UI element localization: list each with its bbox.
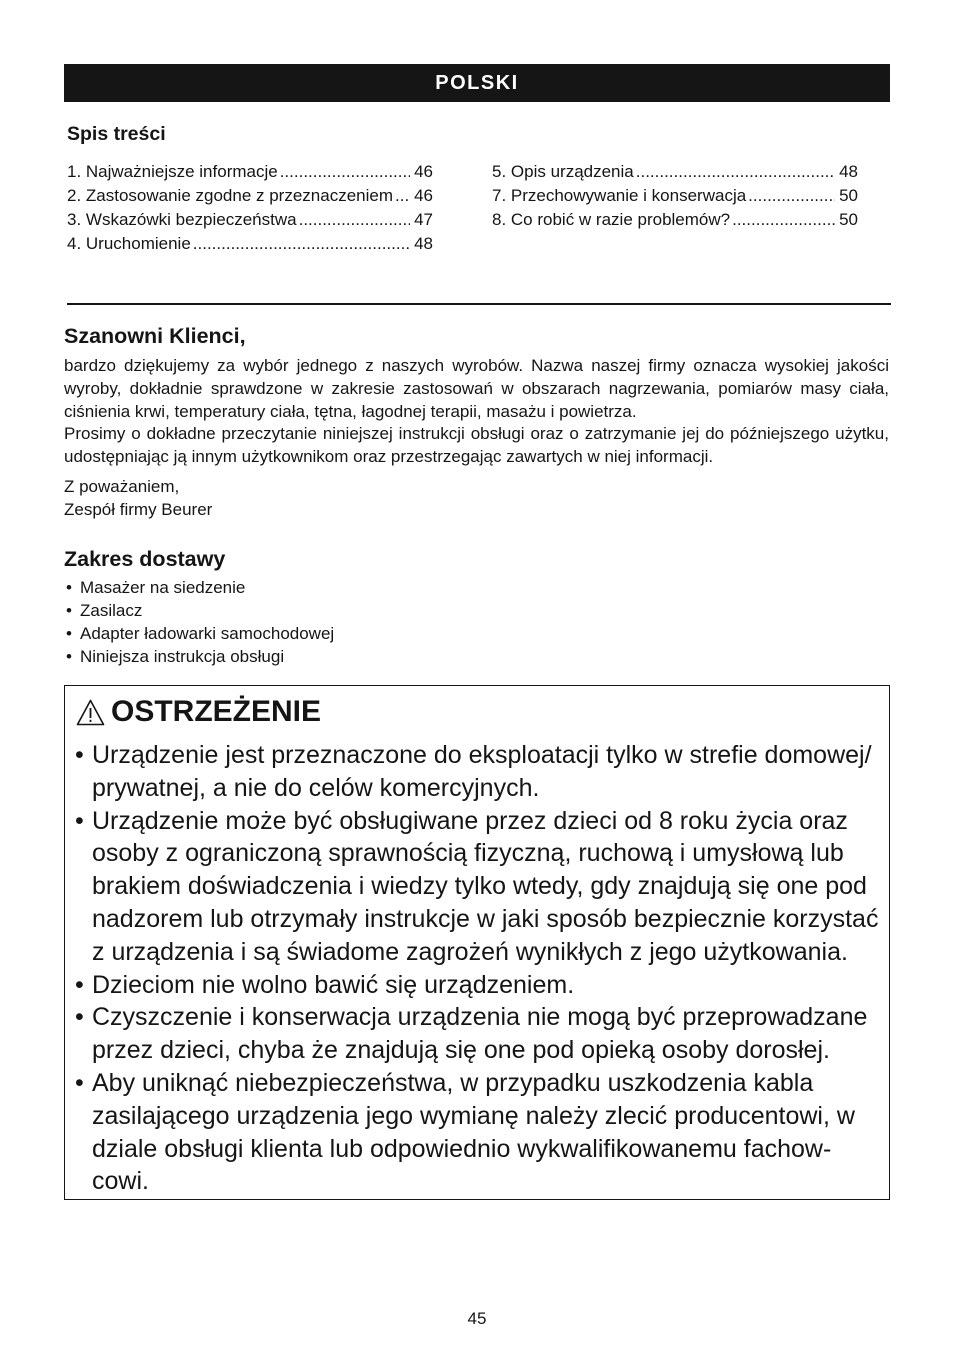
toc-item <box>67 184 433 208</box>
toc-right-column <box>492 160 858 232</box>
closing-line: Z poważaniem, <box>64 476 180 496</box>
paragraph-line: udostępniając ją innym użytkownikom oraz przestrzegając zawartych w niej informacji. <box>64 447 714 467</box>
warning-header <box>76 695 322 728</box>
toc-item-label: 1. Najważniejsze informacje <box>67 162 278 181</box>
warning-item <box>92 1001 878 1067</box>
paragraph-line: Prosimy o dokładne przeczytanie niniejszej instrukcji obsługi oraz o zatrzymanie jej do późniejszego użytku, <box>64 424 889 444</box>
toc-page-number: 50 <box>839 210 858 229</box>
language-label: POLSKI <box>435 71 519 94</box>
warning-line: brakiem doświadczenia i wiedzy tylko wtedy, gdy znajdują się one pod <box>92 872 867 901</box>
warning-heading: OSTRZEŻENIE <box>111 695 322 728</box>
toc-item-label: 2. Zastosowanie zgodne z przeznaczeniem <box>67 186 394 205</box>
greeting-closing <box>64 475 889 521</box>
paragraph-line: ciśnienia krwi, temperatury ciała, tętna, łagodnej terapii, masażu i powietrza. <box>64 401 637 421</box>
toc-leader <box>280 160 410 184</box>
toc-item-label: 7. Przechowywanie i konserwacja <box>492 186 747 205</box>
warning-item <box>92 739 878 805</box>
toc-item <box>67 232 433 256</box>
section-divider <box>67 303 891 305</box>
warning-line: z urządzenia i są świadome zagrożeń wynikłych z jego użytkowania. <box>92 937 848 966</box>
delivery-item: • Masażer na siedzenie <box>64 576 334 599</box>
toc-page-number: 47 <box>414 210 433 229</box>
closing-signature: Zespół firmy Beurer <box>64 499 213 519</box>
warning-item <box>92 969 878 1002</box>
warning-box <box>64 685 890 1200</box>
warning-line: prywatnej, a nie do celów komercyjnych. <box>92 773 540 802</box>
toc-item-label: 3. Wskazówki bezpieczeństwa <box>67 210 297 229</box>
warning-line: cowi. <box>92 1167 149 1196</box>
toc-item <box>67 160 433 184</box>
language-header-bar <box>64 64 890 102</box>
warning-line: zasilającego urządzenia jego wymianę należy zlecić producentowi, w <box>92 1101 855 1130</box>
toc-leader <box>732 208 835 232</box>
warning-line: • Czyszczenie i konserwacja urządzenia nie mogą być przeprowadzane <box>92 1001 878 1034</box>
toc-title: Spis treści <box>67 123 166 145</box>
warning-line: • Dzieciom nie wolno bawić się urządzeniem. <box>92 969 878 1002</box>
warning-item <box>92 1067 878 1198</box>
delivery-heading: Zakres dostawy <box>64 547 226 571</box>
toc-leader <box>748 184 835 208</box>
toc-leader <box>193 232 410 256</box>
toc-page-number: 46 <box>414 162 433 181</box>
warning-line: przez dzieci, chyba że znajdują się one pod opieką osoby dorosłej. <box>92 1036 830 1065</box>
warning-line: osoby z ograniczoną sprawnością fizyczną, ruchową i umysłową lub <box>92 839 844 868</box>
warning-line: • Aby uniknąć niebezpieczeństwa, w przypadku uszkodzenia kabla <box>92 1067 878 1100</box>
toc-item <box>492 208 858 232</box>
greeting-body <box>64 355 889 469</box>
toc-page-number: 48 <box>839 162 858 181</box>
page-number: 45 <box>467 1309 487 1328</box>
toc-item <box>492 184 858 208</box>
delivery-item: • Zasilacz <box>64 599 334 622</box>
paragraph-line: wyroby, dokładnie sprawdzone w zakresie zastosowań w obszarach nagrzewania, pomiarów masy ciała, <box>64 378 889 398</box>
delivery-item: • Adapter ładowarki samochodowej <box>64 622 334 645</box>
toc-leader <box>299 208 410 232</box>
warning-line: nadzorem lub otrzymały instrukcje w jaki sposób bezpiecznie korzystać <box>92 904 879 933</box>
toc-item-label: 5. Opis urządzenia <box>492 162 634 181</box>
warning-line: dziale obsługi klienta lub odpowiednio wykwalifikowanemu fachow- <box>92 1134 832 1163</box>
warning-line: • Urządzenie może być obsługiwane przez dzieci od 8 roku życia oraz <box>92 805 878 838</box>
toc-leader <box>636 160 835 184</box>
warning-triangle-icon <box>76 699 105 726</box>
toc-item <box>67 208 433 232</box>
warning-line: • Urządzenie jest przeznaczone do eksploatacji tylko w strefie domowej/ <box>92 739 878 772</box>
delivery-list <box>64 576 334 668</box>
toc-page-number: 50 <box>839 186 858 205</box>
toc-left-column <box>67 160 433 256</box>
delivery-item: • Niniejsza instrukcja obsługi <box>64 645 334 668</box>
toc-page-number: 46 <box>414 186 433 205</box>
toc-leader <box>395 184 410 208</box>
paragraph-line: bardzo dziękujemy za wybór jednego z naszych wyrobów. Nazwa naszej firmy oznacza wysokiej jakości <box>64 356 889 375</box>
toc-page-number: 48 <box>414 234 433 253</box>
toc-item <box>492 160 858 184</box>
toc-item-label: 8. Co robić w razie problemów? <box>492 210 731 229</box>
warning-list <box>92 739 878 1198</box>
greeting-heading: Szanowni Klienci, <box>64 324 246 348</box>
toc-item-label: 4. Uruchomienie <box>67 234 191 253</box>
warning-item <box>92 805 878 969</box>
